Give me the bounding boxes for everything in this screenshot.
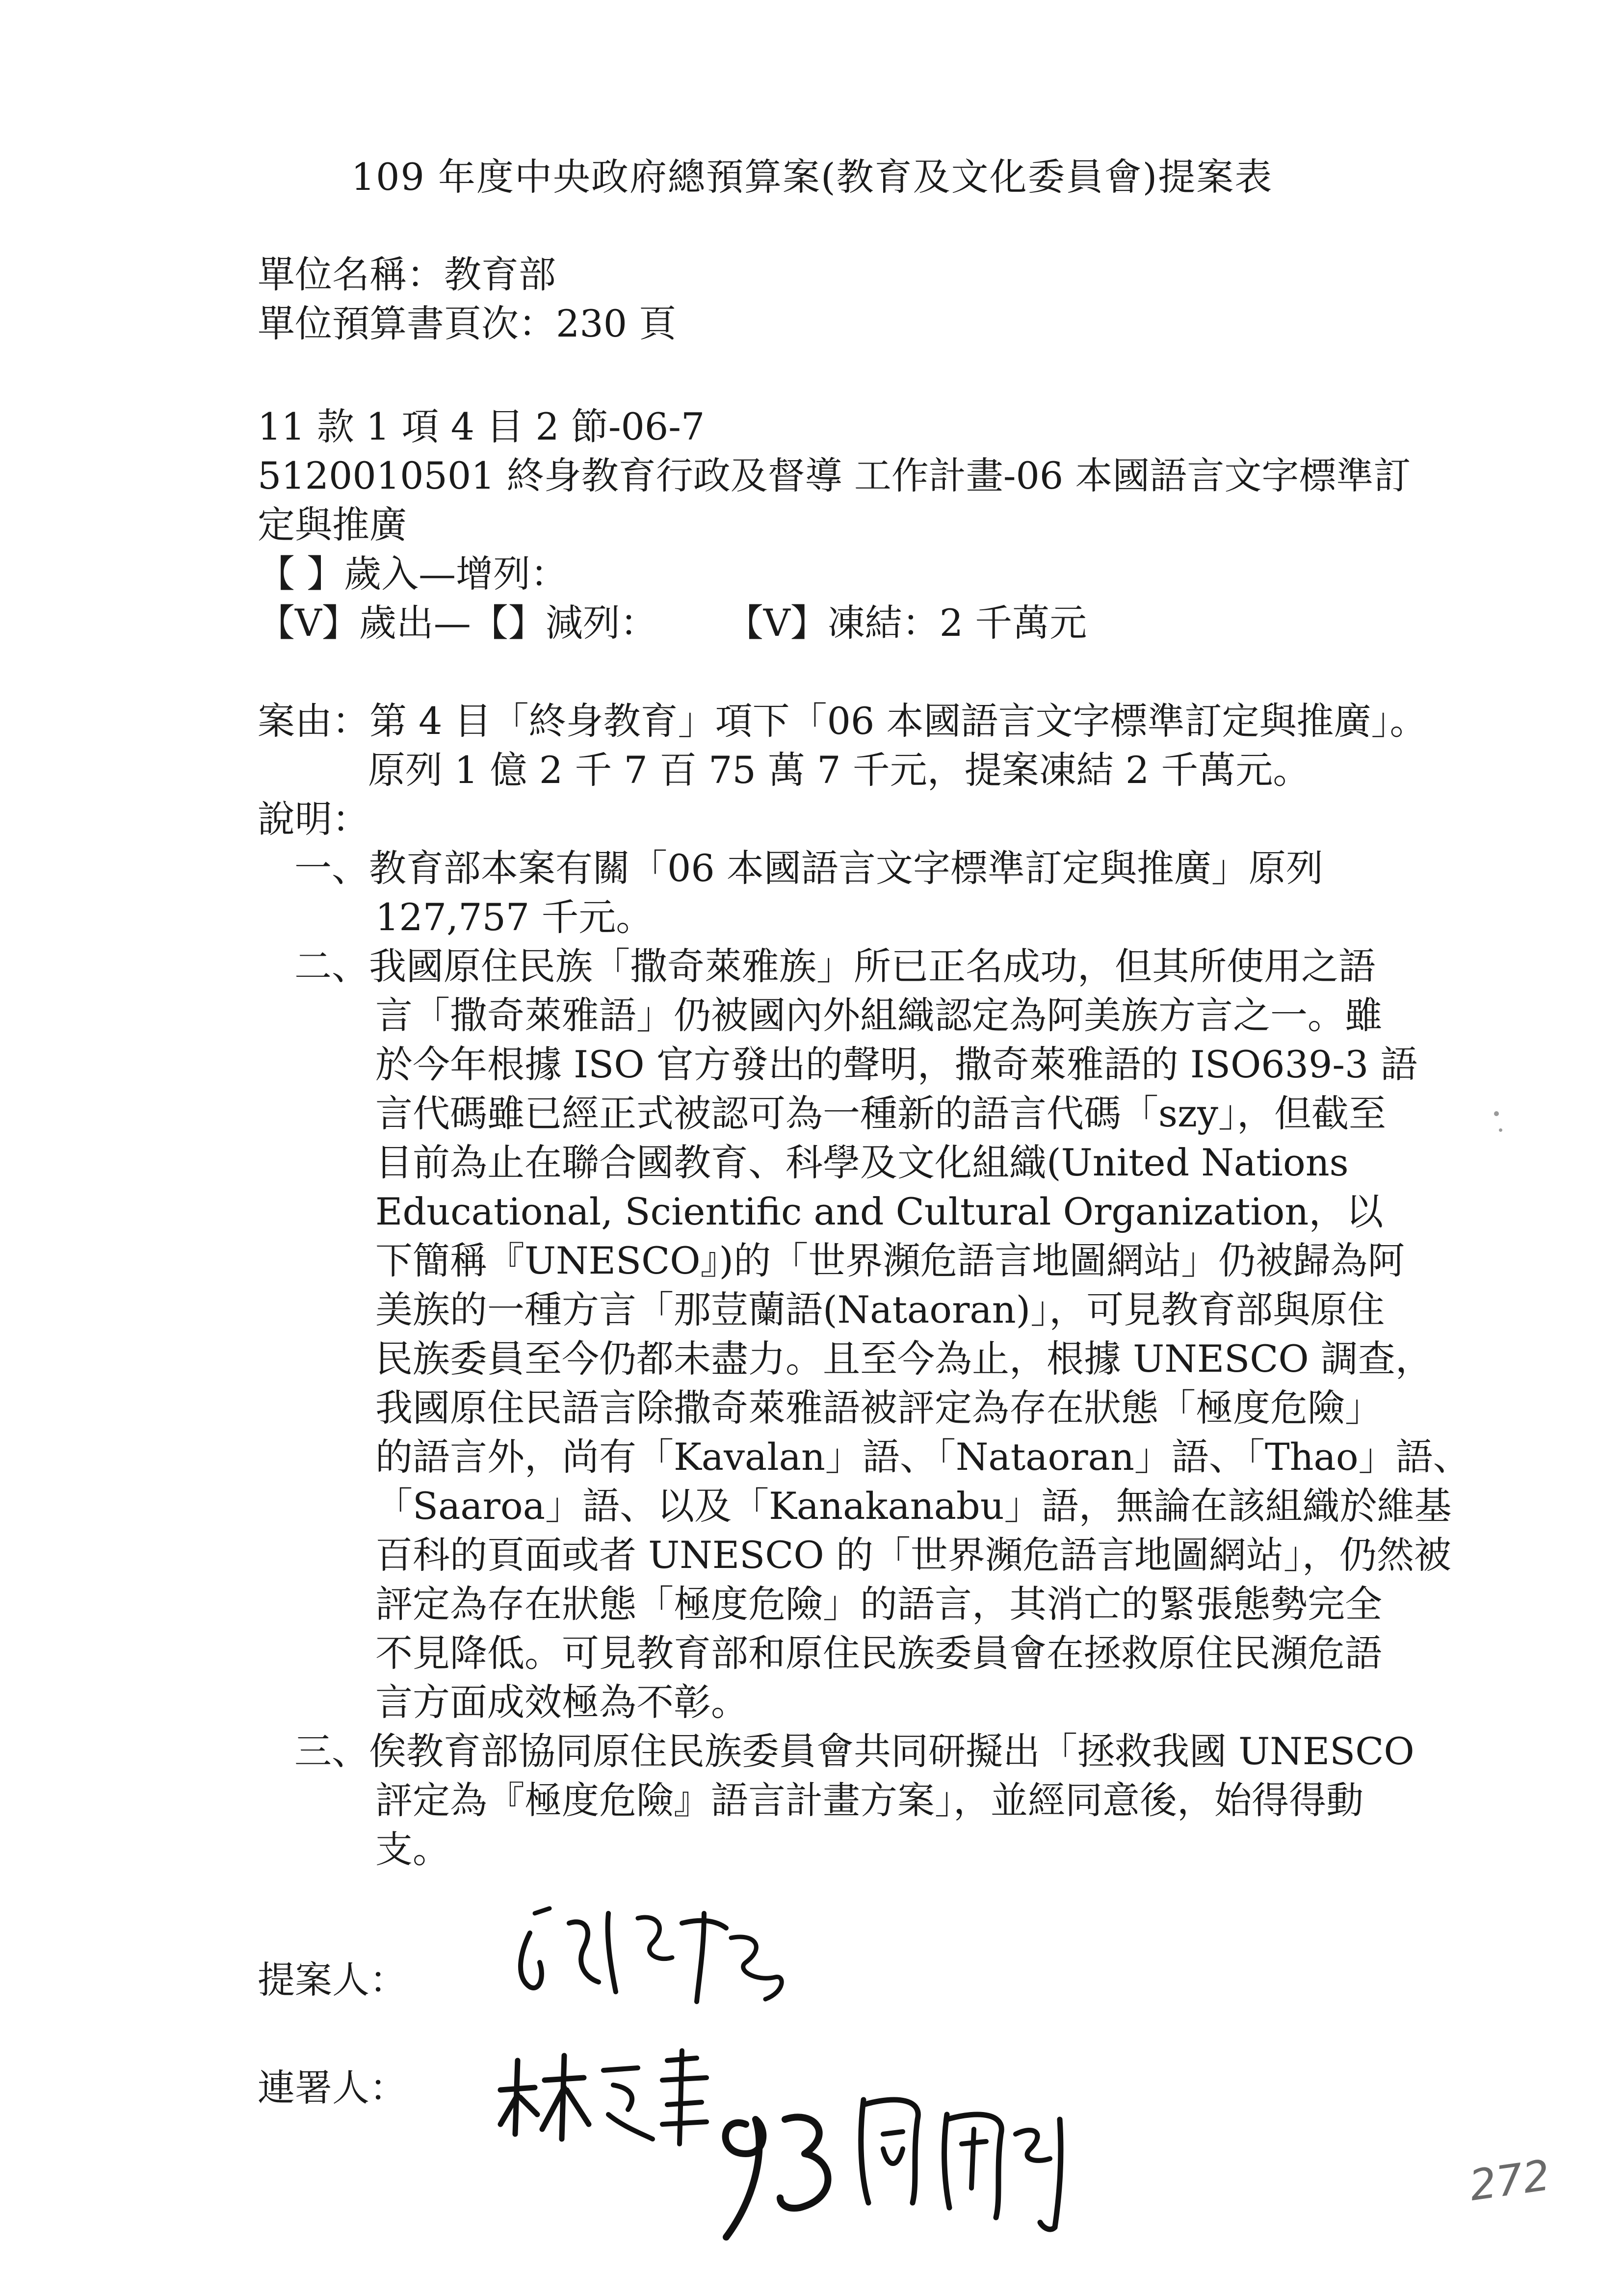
item-2-line: 不見降低。可見教育部和原住民族委員會在拯救原住民瀕危語 [375, 1631, 1382, 1675]
unit-budget-page: 單位預算書頁次：230 頁 [258, 302, 677, 345]
item-2-line: 二、我國原住民族「撒奇萊雅族」所已正名成功，但其所使用之語 [294, 944, 1376, 988]
reason-line-1: 案由：第 4 目「終身教育」項下「06 本國語言文字標準訂定與推廣」。 [258, 699, 1427, 743]
item-2-line: 於今年根據 ISO 官方發出的聲明，撒奇萊雅語的 ISO639-3 語 [375, 1043, 1418, 1086]
page-title: 109 年度中央政府總預算案(教育及文化委員會)提案表 [351, 155, 1273, 199]
unit-info [258, 250, 1425, 348]
item-2-line: 評定為存在狀態「極度危險」的語言，其消亡的緊張態勢完全 [375, 1582, 1382, 1626]
item-3-line: 三、俟教育部協同原住民族委員會共同研擬出「拯救我國 UNESCO [294, 1729, 1414, 1773]
scan-speck [1499, 1128, 1502, 1132]
item-2-line: Educational, Scientific and Cultural Organization，以 [375, 1190, 1384, 1233]
expense-line [258, 599, 1425, 648]
item-2-line: 百科的頁面或者 UNESCO 的「世界瀕危語言地圖網站」，仍然被 [375, 1533, 1451, 1577]
item-2-line: 言代碼雖已經正式被認可為一種新的語言代碼「szy」，但截至 [375, 1092, 1386, 1135]
expense-decrease: 【V】歲出—【】減列： [258, 601, 657, 645]
item-2-line: 目前為止在聯合國教育、科學及文化組織(United Nations [375, 1141, 1349, 1184]
item-2-line: 下簡稱『UNESCO』)的「世界瀕危語言地圖網站」仍被歸為阿 [375, 1239, 1405, 1282]
item-2-line: 言方面成效極為不彰。 [375, 1680, 748, 1724]
unit-name: 單位名稱：教育部 [258, 253, 556, 296]
page-number: 272 [1466, 2151, 1553, 2211]
item-2-line: 的語言外，尚有「Kavalan」語、「Nataoran」語、「Thao」語、 [375, 1435, 1470, 1479]
item-1-line: 一、教育部本案有關「06 本國語言文字標準訂定與推廣」原列 [294, 846, 1323, 890]
expense-freeze: 【V】凍結：2 千萬元 [726, 601, 1087, 645]
explanation-label: 說明： [258, 797, 369, 841]
work-plan-line-2: 定與推廣 [258, 503, 407, 547]
budget-code: 11 款 1 項 4 目 2 節-06-7 [258, 405, 705, 448]
item-2-line: 「Saaroa」語、以及「Kanakanabu」語，無論在該組織於維基 [375, 1484, 1452, 1528]
item-2-line: 我國原住民語言除撒奇萊雅語被評定為存在狀態「極度危險」 [375, 1386, 1382, 1430]
item-2-line: 言「撒奇萊雅語」仍被國內外組織認定為阿美族方言之一。雖 [375, 993, 1382, 1037]
item-2-line: 美族的一種方言「那荳蘭語(Nataoran)」，可見教育部與原住 [375, 1288, 1385, 1331]
proposer-label: 提案人： [258, 1958, 407, 2002]
budget-item [258, 402, 1425, 648]
item-1-line: 127,757 千元。 [375, 895, 654, 939]
work-plan-line-1: 5120010501 終身教育行政及督導 工作計畫-06 本國語言文字標準訂 [258, 454, 1411, 497]
item-2-line: 民族委員至今仍都未盡力。且至今為止，根據 UNESCO 調查， [375, 1337, 1433, 1381]
item-3-line: 評定為『極度危險』語言計畫方案」，並經同意後，始得得動 [375, 1778, 1363, 1822]
proposer-signature [510, 1894, 814, 2021]
reason-line-2: 原列 1 億 2 千 7 百 75 萬 7 千元，提案凍結 2 千萬元。 [368, 748, 1310, 792]
cosigner-label: 連署人： [258, 2066, 407, 2110]
explanation-section [258, 795, 1470, 1874]
proposal-reason [258, 697, 1425, 795]
item-3-line: 支。 [375, 1827, 450, 1871]
cosigner-signature [491, 2041, 1128, 2286]
income-increase-line: 【 】歲入—增列： [258, 552, 568, 596]
scan-speck [1494, 1111, 1499, 1116]
